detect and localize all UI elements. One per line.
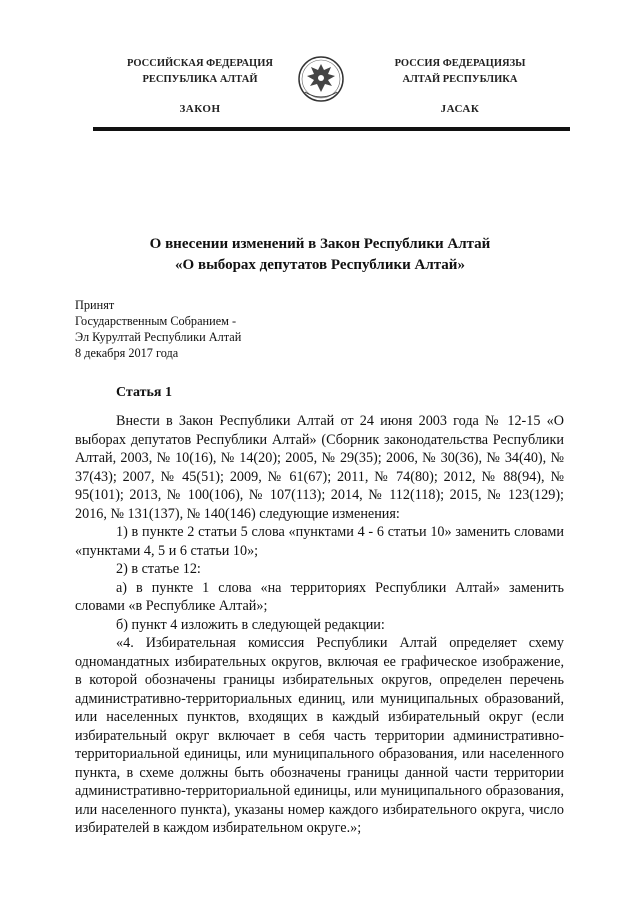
header-left-line1: РОССИЙСКАЯ ФЕДЕРАЦИЯ	[127, 58, 273, 69]
article-paragraph: 2) в статье 12:	[116, 561, 201, 577]
article-paragraph: Внести в Закон Республики Алтай от 24 июня 2003 года № 12-15 «О выборах депутатов Республики Алтай» (Сборник законодательства Республики Алтай, 2003, № 10(16), № 14(20); 2005, № 29(35); 2006, № 30(36), № 34(40), № 37(43); 2007, № 45(51); 2009, № 61(67); 2011, № 74(80); 2012, № 88(94), № 95(101); 2013, № 100(106), № 107(113); 2014, № 112(118); 2015, № 123(129); 2016, № 131(137), № 140(146) следующие изменения:	[75, 413, 564, 522]
article-paragraph: а) в пункте 1 слова «на территориях Республики Алтай» заменить словами «в Республике Алтай»;	[75, 579, 564, 614]
header-right-law: JАСАК	[440, 103, 480, 115]
article-paragraph: «4. Избирательная комиссия Республики Алтай определяет схему одномандатных избирательных округов, включая ее графическое изображение, в которой обозначены границы избирательных округов, определен перечень административно-территориальных единиц, или муниципальных образований, или населенных пунктов, входящих в каждый избирательный округ (если избирательный округ включает в себя часть территории административно-территориальной единицы, или муниципального образования, или населенного пункта, в схеме должны быть обозначены границы данной части территории административно-территориальной единицы, или муниципального образования, или населенного пункта), указаны номер каждого избирательного округа, число избирателей в каждом избирательном округе.»;	[75, 635, 564, 836]
adoption-line1: Принят	[75, 298, 115, 312]
adoption-line3: Эл Курултай Республики Алтай	[75, 330, 242, 344]
header-left-line2: РЕСПУБЛИКА АЛТАЙ	[142, 74, 258, 85]
adoption-block	[75, 297, 375, 361]
article-body	[75, 412, 564, 838]
article-paragraph: б) пункт 4 изложить в следующей редакции:	[116, 616, 385, 633]
header-left	[85, 56, 315, 117]
header-left-law: ЗАКОН	[179, 103, 221, 115]
coat-of-arms-emblem-icon	[297, 52, 345, 106]
title-line1: О внесении изменений в Закон Республики Алтай	[149, 236, 491, 252]
article-paragraph: 1) в пункте 2 статьи 5 слова «пунктами 4 - 6 статьи 10» заменить словами «пунктами 4, 5 и 6 статьи 10»;	[75, 524, 564, 559]
document-title	[80, 234, 560, 276]
adoption-line2: Государственным Собранием -	[75, 314, 237, 328]
header-right-line1: РОССИЯ ФЕДЕРАЦИЯЗЫ	[394, 58, 526, 69]
header-right	[345, 56, 575, 117]
header-right-line2: АЛТАЙ РЕСПУБЛИКА	[402, 74, 518, 85]
adoption-date: 8 декабря 2017 года	[75, 346, 179, 360]
article-heading: Статья 1	[116, 385, 172, 400]
title-line2: «О выборах депутатов Республики Алтай»	[175, 257, 465, 273]
header-divider	[93, 127, 570, 131]
